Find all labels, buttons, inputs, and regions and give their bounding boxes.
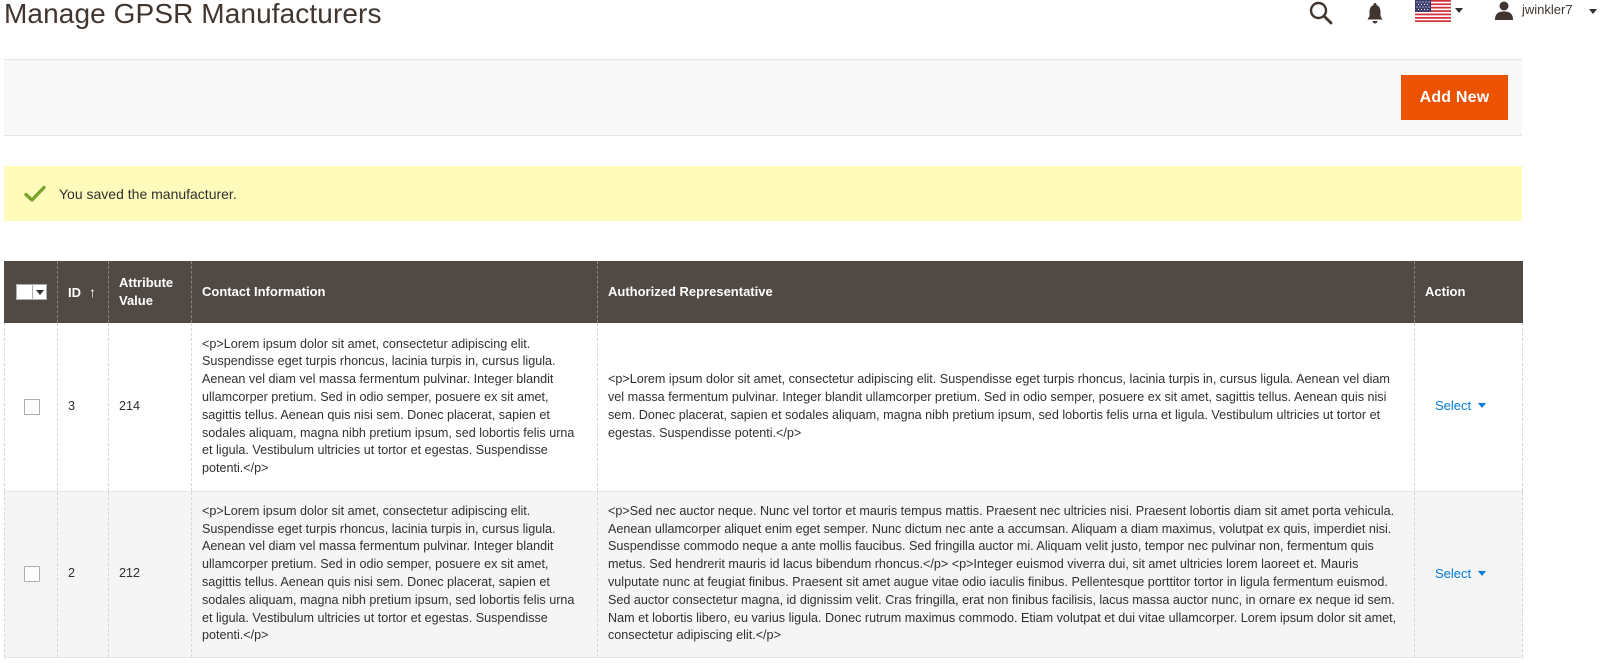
user-menu[interactable] [1494, 0, 1604, 24]
select-label: Select [1435, 398, 1472, 414]
grid-header-row [5, 261, 1523, 323]
table-row [5, 323, 1523, 491]
cell-attribute-value: 214 [109, 323, 192, 491]
cell-authorized-representative: <p>Lorem ipsum dolor sit amet, consectetur adipiscing elit. Suspendisse eget turpis rhoncus, lacinia turpis in, cursus ligula. Aenean vel diam vel massa fermentum pulvinar. Integer blandit ullamcorper pretium. Sed in odio semper, posuere ex sit amet, sagittis tellus. Aenean quis nisi sem. Donec placerat, sapien et sodales aliquam, magna nibh pretium ipsum, sed lobortis felis urna et ligula. Vestibulum ultricies ut tortor et egestas. Suspendisse potenti.</p> [598, 323, 1415, 491]
locale-switcher[interactable] [1415, 0, 1465, 24]
user-name: jwinkler7 [1522, 2, 1573, 17]
add-new-button[interactable]: Add New [1401, 75, 1508, 120]
table-row [5, 491, 1523, 657]
cell-attribute-value: 212 [109, 491, 192, 657]
chevron-down-icon [1478, 403, 1486, 408]
page-title: Manage GPSR Manufacturers [4, 0, 382, 29]
select-label: Select [1435, 565, 1472, 581]
cell-contact-information: <p>Lorem ipsum dolor sit amet, consectetur adipiscing elit. Suspendisse eget turpis rhoncus, lacinia turpis in, cursus ligula. Aenean vel diam vel massa fermentum pulvinar. Integer blandit ullamcorper pretium. Sed in odio semper, posuere ex sit amet, sagittis tellus. Aenean quis nisi sem. Donec placerat, sapien et sodales aliquam, magna nibh pretium ipsum, sed lobortis felis urna et ligula. Vestibulum ultricies ut tortor et egestas. Suspendisse potenti.</p> [192, 323, 598, 491]
mass-select-checkbox[interactable] [16, 284, 33, 300]
row-action-select[interactable] [1435, 566, 1486, 581]
user-icon [1494, 0, 1514, 20]
manufacturers-grid [4, 261, 1523, 658]
mass-select-dropdown[interactable] [16, 284, 46, 300]
chevron-down-icon [1478, 571, 1486, 576]
sort-ascending-icon: ↑ [89, 283, 96, 300]
cell-action [1415, 491, 1523, 657]
cell-authorized-representative: <p>Sed nec auctor neque. Nunc vel tortor et mauris tempus mattis. Praesent nec ultricies nisi. Praesent lobortis diam sit amet porta vehicula. Aenean ullamcorper aliquet enim eget semper. Nunc dictum nec ante a accumsan. Aliquam a diam maximus, volutpat ex quis, imperdiet nisi. Suspendisse commodo neque a ante mollis faucibus. Sed fringilla auctor mi. Aliquam velit justo, tempor nec pulvinar non, fermentum quis metus. Sed hendrerit mauris id lacus bibendum rhoncus.</p> <p>Integer euismod viverra dui, sit amet ultricies lorem laoreet et. Mauris vulputate nunc at feugiat finibus. Praesent sit amet augue vitae odio iaculis finibus. Pellentesque porttitor tortor in ligula fermentum euismod. Sed auctor consectetur magna, id dignissim velit. Cras fringilla, erat non finibus facilisis, lacus massa auctor nunc, in ornare ex neque id sem. Nam et lobortis libero, eu varius ligula. Donec rutrum maximus commodo. Etiam volutpat et dui vitae ullamcorper. Lorem ipsum dolor sit amet, consectetur adipiscing elit.</p> [598, 491, 1415, 657]
column-header-mass-select [5, 261, 58, 323]
header-actions [1189, 0, 1573, 30]
column-header-authorized-representative[interactable]: Authorized Representative [598, 261, 1415, 323]
bell-icon[interactable] [1364, 2, 1386, 26]
us-flag-icon [1415, 0, 1451, 22]
row-select-cell [5, 491, 58, 657]
column-header-action: Action [1415, 261, 1523, 323]
column-header-contact-information[interactable]: Contact Information [192, 261, 598, 323]
column-header-attribute-value[interactable]: Attribute Value [109, 261, 192, 323]
cell-action [1415, 323, 1523, 491]
row-action-select[interactable] [1435, 398, 1486, 413]
column-header-id[interactable] [58, 261, 109, 323]
row-checkbox[interactable] [24, 566, 40, 582]
chevron-down-icon [36, 290, 44, 295]
page-actions-bar [4, 59, 1522, 136]
row-select-cell [5, 323, 58, 491]
cell-contact-information: <p>Lorem ipsum dolor sit amet, consectetur adipiscing elit. Suspendisse eget turpis rhoncus, lacinia turpis in, cursus ligula. Aenean vel diam vel massa fermentum pulvinar. Integer blandit ullamcorper pretium. Sed in odio semper, posuere ex sit amet, sagittis tellus. Aenean quis nisi sem. Donec placerat, sapien et sodales aliquam, magna nibh pretium ipsum, sed lobortis felis urna et ligula. Vestibulum ultricies ut tortor et egestas. Suspendisse potenti.</p> [192, 491, 598, 657]
mass-select-toggle[interactable] [33, 284, 47, 300]
message-text: You saved the manufacturer. [59, 186, 237, 202]
success-message [4, 166, 1522, 221]
search-icon[interactable] [1308, 0, 1334, 26]
chevron-down-icon [1589, 9, 1597, 14]
cell-id: 3 [58, 323, 109, 491]
row-checkbox[interactable] [24, 399, 40, 415]
cell-id: 2 [58, 491, 109, 657]
check-icon [24, 185, 46, 203]
column-header-id-label: ID [68, 284, 81, 300]
chevron-down-icon [1455, 8, 1463, 13]
